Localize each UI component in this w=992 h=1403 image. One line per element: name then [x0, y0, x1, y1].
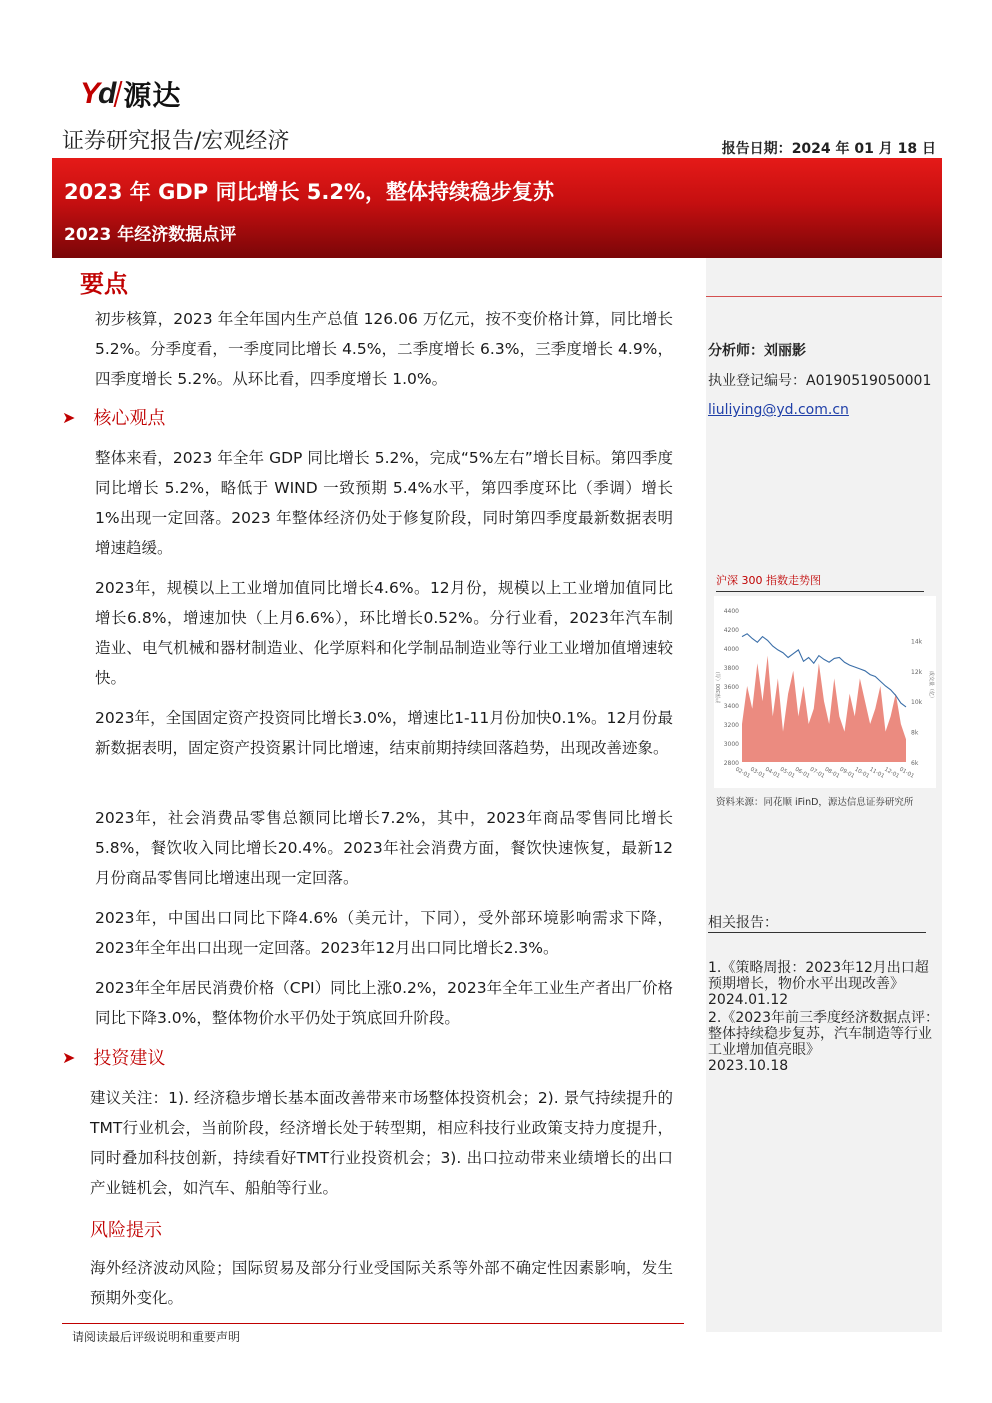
- x-tick-label: 09-01: [838, 766, 856, 780]
- related-reports-divider: [708, 932, 926, 933]
- x-tick-label: 12-01: [883, 766, 901, 780]
- core-view-paragraph-5: 2023年，中国出口同比下降4.6%（美元计，下同），受外部环境影响需求下降，2023年全年出口出现一定回落。2023年12月出口同比增长2.3%。: [95, 909, 673, 957]
- company-logo: [80, 76, 181, 112]
- x-tick-label: 11-01: [868, 766, 886, 780]
- related-report-item[interactable]: [708, 960, 940, 1008]
- logo-separator: [114, 81, 123, 107]
- investment-text: 建议关注：1). 经济稳步增长基本面改善带来市场整体投资机会；2). 景气持续提升的TMT行业机会，当前阶段，经济增长处于转型期，相应科技行业政策支持力度提升，同时叠加科技创新，持续看好TMT行业投资机会；3). 出口拉动带来业绩增长的出口产业链机会，如汽车、船舶等行业。: [90, 1089, 673, 1197]
- x-tick-label: 10-01: [853, 766, 871, 780]
- report-category: 证券研究报告/宏观经济: [62, 129, 290, 154]
- left-tick-label: 4400: [723, 608, 739, 615]
- related-report-date: 2023.10.18: [708, 1058, 789, 1074]
- footer-divider: [62, 1323, 684, 1324]
- right-tick-label: 8k: [911, 729, 919, 737]
- core-view-paragraph-6: 2023年全年居民消费价格（CPI）同比上涨0.2%，2023年全年工业生产者出厂价格同比下降3.0%，整体物价水平仍处于筑底回升阶段。: [95, 979, 673, 1027]
- x-tick-label: 06-01: [793, 766, 811, 780]
- chart-title: 沪深 300 指数走势图: [716, 574, 821, 587]
- right-tick-label: 10k: [911, 699, 923, 707]
- footer-disclaimer: 请阅读最后评级说明和重要声明: [72, 1330, 241, 1344]
- core-view-paragraph-4: 2023年，社会消费品零售总额同比增长7.2%，其中，2023年商品零售同比增长5.8%，餐饮收入同比增长20.4%。2023年社会消费方面，餐饮快速恢复，最新12月份商品零售同比增速出现一定回落。: [95, 809, 673, 887]
- related-report-title: 1.《策略周报：2023年12月出口超预期增长，物价水平出现改善》: [708, 960, 929, 992]
- report-date: 报告日期：2024 年 01 月 18 日: [721, 141, 936, 157]
- risk-text: 海外经济波动风险；国际贸易及部分行业受国际关系等外部不确定性因素影响，发生预期外变化。: [90, 1259, 673, 1307]
- report-subtitle: 2023 年经济数据点评: [64, 225, 237, 245]
- investment-heading: ➤ 投资建议: [62, 1047, 166, 1069]
- right-axis-label: 成交量（亿）: [928, 670, 934, 702]
- csi300-chart-svg: [714, 596, 936, 788]
- left-tick-label: 3000: [723, 741, 739, 748]
- chart-title-underline: [716, 591, 924, 592]
- report-title: 2023 年 GDP 同比增长 5.2%，整体持续稳步复苏: [64, 180, 554, 204]
- x-tick-label: 05-01: [778, 766, 796, 780]
- x-tick-label: 03-01: [748, 766, 766, 780]
- analyst-name: 分析师：刘丽影: [708, 343, 806, 359]
- right-tick-label: 14k: [911, 638, 923, 646]
- csi300-chart: [714, 596, 936, 788]
- core-view-paragraph-2: 2023年，规模以上工业增加值同比增长4.6%。12月份，规模以上工业增加值同比增长6.8%，增速加快（上月6.6%），环比增长0.52%。分行业看，2023年汽车制造业、电气机械和器材制造业、化学原料和化学制品制造业等行业工业增加值增速较快。: [95, 579, 673, 687]
- analyst-registration: 执业登记编号：A0190519050001: [708, 373, 932, 389]
- related-report-title: 2.《2023年前三季度经济数据点评：整体持续稳步复苏，汽车制造等行业工业增加值亮眼》: [708, 1010, 939, 1058]
- left-axis-label: 沪深300（点）: [716, 668, 722, 704]
- left-tick-label: 4200: [723, 627, 739, 634]
- related-reports-heading: 相关报告：: [708, 915, 778, 931]
- left-tick-label: 3600: [723, 684, 739, 691]
- logo-text: 源达: [123, 79, 182, 112]
- left-tick-label: 3200: [723, 722, 739, 729]
- x-tick-label: 08-01: [823, 766, 841, 780]
- arrow-right-icon: ➤: [62, 1047, 76, 1067]
- x-tick-label: 07-01: [808, 766, 826, 780]
- related-report-date: 2024.01.12: [708, 992, 789, 1008]
- left-tick-label: 4000: [723, 646, 739, 653]
- left-tick-label: 2800: [723, 760, 739, 767]
- related-report-item[interactable]: [708, 1010, 940, 1074]
- x-tick-label: 02-01: [734, 766, 751, 780]
- risk-heading: 风险提示: [90, 1220, 162, 1241]
- related-reports-list: [708, 960, 940, 1076]
- chart-source: 资料来源：同花顺 iFinD，源达信息证券研究所: [716, 797, 914, 808]
- core-view-paragraph-3: 2023年，全国固定资产投资同比增长3.0%，增速比1-11月份加快0.1%。12月份最新数据表明，固定资产投资累计同比增速，结束前期持续回落趋势，出现改善迹象。: [95, 709, 673, 757]
- title-banner: [52, 158, 942, 258]
- arrow-right-icon: ➤: [62, 407, 76, 427]
- volume-area: [742, 656, 906, 762]
- sidebar-divider: [706, 296, 942, 297]
- left-tick-label: 3800: [723, 665, 739, 672]
- analyst-email-link[interactable]: liuliying@yd.com.cn: [708, 402, 849, 418]
- core-views-heading: ➤ 核心观点: [62, 407, 166, 429]
- x-tick-label: 01-01: [898, 766, 915, 780]
- core-view-paragraph-1: 整体来看，2023 年全年 GDP 同比增长 5.2%，完成“5%左右”增长目标。第四季度同比增长 5.2%，略低于 WIND 一致预期 5.4%水平，第四季度环比（季调）增长 1%出现一定回落。2023 年整体经济仍处于修复阶段，同时第四季度最新数据表明增速趋缓。: [95, 449, 673, 557]
- logo-mark: Yd: [80, 77, 115, 110]
- right-tick-label: 12k: [911, 668, 923, 676]
- summary-intro: 初步核算，2023 年全年国内生产总值 126.06 万亿元，按不变价格计算，同比增长 5.2%。分季度看，一季度同比增长 4.5%，二季度增长 6.3%，三季度增长 4.9%，四季度增长 5.2%。从环比看，四季度增长 1.0%。: [95, 310, 673, 388]
- left-tick-label: 3400: [723, 703, 739, 710]
- right-tick-label: 6k: [911, 760, 919, 767]
- x-tick-label: 04-01: [763, 766, 781, 780]
- summary-heading: 要点: [80, 270, 128, 298]
